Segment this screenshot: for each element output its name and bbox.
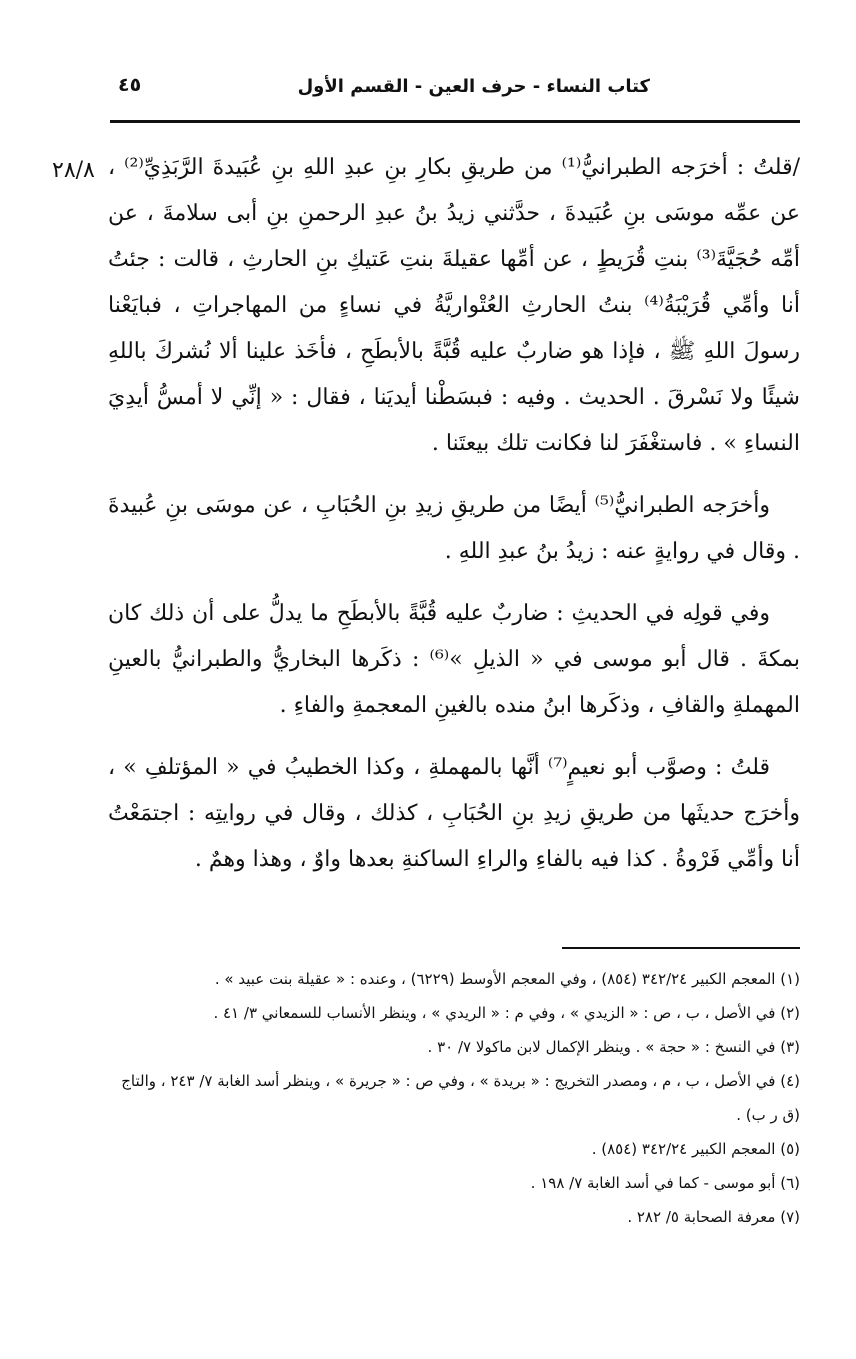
footnote-3: (٣) في النسخ : « حجة » . وينظر الإكمال لابن ماكولا ٧/ ٣٠ . [427, 1038, 800, 1056]
footnote-7: (٧) معرفة الصحابة ٥/ ٢٨٢ . [627, 1208, 800, 1226]
main-text [108, 145, 800, 899]
running-header [108, 70, 800, 106]
footnote-4: (٤) في الأصل ، ب ، م ، ومصدر التخريج : « بريدة » ، وفي ص : « جريرة » ، وينظر أسد الغابة ٧/ ٢٤٣ ، والتاج (ق ر ب) . [121, 1072, 800, 1124]
paragraph-2: وأخرَجه الطبرانيُّ⁽⁵⁾ أيضًا من طريقِ زيدِ بنِ الحُبَابِ ، عن موسَى بنِ عُبيدةَ . وقال في روايةٍ عنه : زيدُ بنُ عبدِ اللهِ . [108, 493, 800, 564]
margin-reference: ٢٨/٨ [52, 158, 95, 183]
header-rule [110, 120, 800, 123]
footnote-6: (٦) أبو موسى - كما في أسد الغابة ٧/ ١٩٨ . [530, 1174, 800, 1192]
running-title: كتاب النساء - حرف العين - القسم الأول [297, 76, 650, 97]
paragraph-1: /قلتُ : أخرَجه الطبرانيُّ⁽¹⁾ من طريقِ بكارِ بنِ عبدِ اللهِ بنِ عُبَيدةَ الرَّبَذِيِّ⁽²⁾ ، عن عمِّه موسَى بنِ عُبَيدةَ ، حدَّثني زيدُ بنُ عبدِ الرحمنِ بنِ أبى سلامةَ ، عن أمِّه حُجَيَّةَ⁽³⁾ بنتِ قُرَيطٍ ، عن أمِّها عقيلةَ بنتِ عَتيكِ بنِ الحارثِ ، قالت : جئتُ أنا وأمِّي قُرَيْبَةُ⁽⁴⁾ بنتُ الحارثِ العُتْواريَّةُ في نساءٍ من المهاجراتِ ، فبايَعْنا رسولَ اللهِ ﷺ ، فإذا هو ضاربٌ عليه قُبَّةً بالأبطَحِ ، فأخَذ علينا ألا نُشركَ باللهِ شيئًا ولا نَسْرقَ . الحديث . وفيه : فبسَطْنا أيديَنا ، فقال : « إنِّي لا أمسُّ أيدِيَ النساءِ » . فاستغْفَرَ لنا فكانت تلك بيعتَنا . [108, 155, 801, 456]
paragraph-3: وفي قولِه في الحديثِ : ضاربٌ عليه قُبَّةً بالأبطَحِ ما يدلُّ على أن ذلك كان بمكةَ . قال أبو موسى في « الذيلِ »⁽⁶⁾ : ذكَرها البخاريُّ والطبرانيُّ بالعينِ المهملةِ والقافِ ، وذكَرها ابنُ منده بالغينِ المعجمةِ والفاءِ . [108, 601, 801, 718]
footnote-2: (٢) في الأصل ، ب ، ص : « الزيدي » ، وفي م : « الريدي » ، وينظر الأنساب للسمعاني ٣/ ٤١ . [213, 1004, 800, 1022]
footnote-separator [562, 947, 800, 949]
footnote-1: (١) المعجم الكبير ٣٤٢/٢٤ (٨٥٤) ، وفي المعجم الأوسط (٦٢٢٩) ، وعنده : « عقيلة بنت عبيد » . [214, 970, 800, 988]
paragraph-4: قلتُ : وصوَّب أبو نعيمٍ⁽⁷⁾ أنَّها بالمهملةِ ، وكذا الخطيبُ في « المؤتلفِ » ، وأخرَج حديثَها من طريقِ زيدِ بنِ الحُبَابِ ، كذلك ، وقال في روايتِه : اجتمَعْتُ أنا وأمِّي فَرْوةُ . كذا فيه بالفاءِ والراءِ الساكنةِ بعدها واوٌ ، وهذا وهمٌ . [108, 755, 800, 872]
footnote-5: (٥) المعجم الكبير ٣٤٢/٢٤ (٨٥٤) . [591, 1140, 800, 1158]
footnotes [108, 962, 800, 1234]
page-number: ٤٥ [118, 74, 142, 96]
